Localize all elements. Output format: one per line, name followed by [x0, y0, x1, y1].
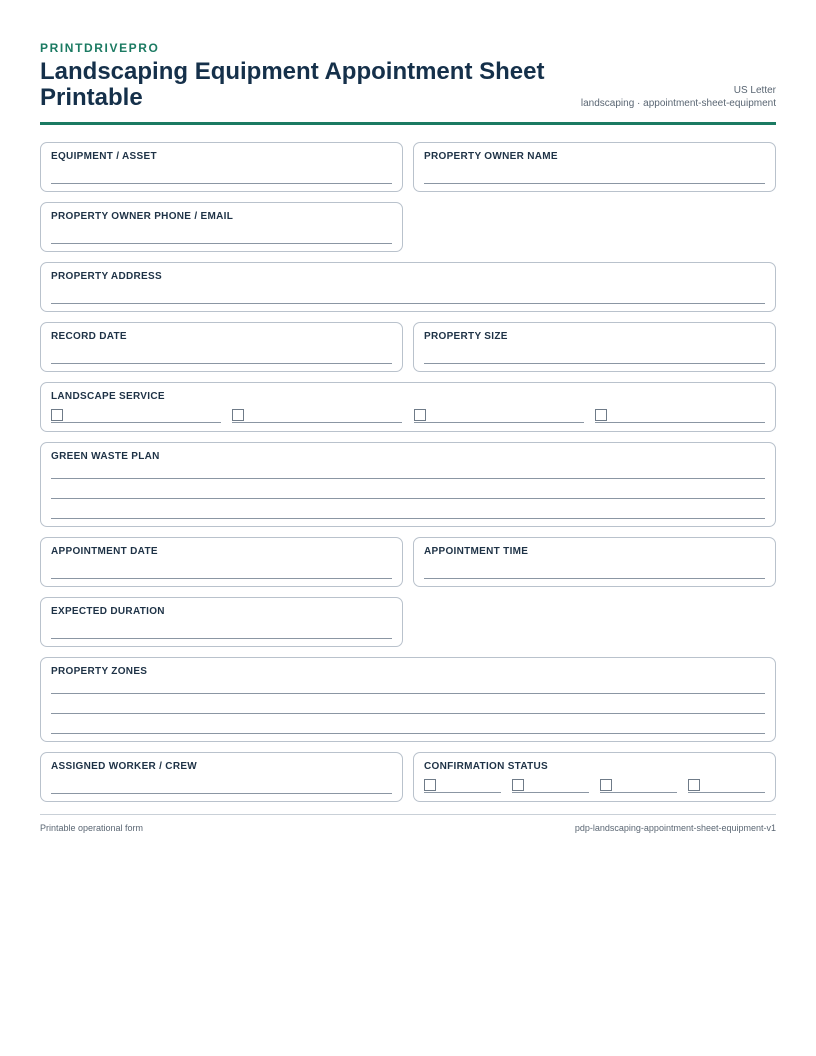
appointment-time-line[interactable] [424, 578, 765, 579]
record-date-field[interactable] [40, 322, 403, 372]
landscape-service-option-2[interactable] [232, 409, 402, 423]
brand-name: PRINTDRIVEPRO [40, 41, 160, 55]
footer-form-id: pdp-landscaping-appointment-sheet-equipment-v1 [574, 823, 776, 833]
footer-left-text: Printable operational form [40, 823, 144, 833]
option-line[interactable] [595, 422, 765, 423]
confirmation-status-field [413, 752, 776, 802]
appointment-time-label: APPOINTMENT TIME [424, 546, 529, 557]
checkbox-icon[interactable] [424, 779, 436, 791]
appointment-date-label: APPOINTMENT DATE [51, 546, 158, 557]
green-waste-plan-label: GREEN WASTE PLAN [51, 451, 160, 462]
property-size-label: PROPERTY SIZE [424, 331, 508, 342]
header-divider [40, 122, 776, 125]
expected-duration-field[interactable] [40, 597, 403, 647]
expected-duration-line[interactable] [51, 638, 392, 639]
appointment-date-field[interactable] [40, 537, 403, 587]
confirmation-status-option-3[interactable] [600, 779, 677, 793]
equipment-asset-line[interactable] [51, 183, 392, 184]
paper-size: US Letter [733, 85, 776, 96]
owner-name-field[interactable] [413, 142, 776, 192]
expected-duration-label: EXPECTED DURATION [51, 606, 165, 617]
property-address-field[interactable] [40, 262, 776, 312]
property-zones-field[interactable] [40, 657, 776, 742]
confirmation-status-option-1[interactable] [424, 779, 501, 793]
checkbox-icon[interactable] [232, 409, 244, 421]
checkbox-icon[interactable] [512, 779, 524, 791]
option-line[interactable] [414, 422, 584, 423]
confirmation-status-label: CONFIRMATION STATUS [424, 761, 549, 772]
landscape-service-option-3[interactable] [414, 409, 584, 423]
owner-contact-label: PROPERTY OWNER PHONE / EMAIL [51, 211, 234, 222]
appointment-time-field[interactable] [413, 537, 776, 587]
assigned-crew-field[interactable] [40, 752, 403, 802]
green-waste-plan-line-3[interactable] [51, 518, 765, 519]
property-zones-line-2[interactable] [51, 713, 765, 714]
landscape-service-option-1[interactable] [51, 409, 221, 423]
owner-contact-line[interactable] [51, 243, 392, 244]
record-date-line[interactable] [51, 363, 392, 364]
property-zones-label: PROPERTY ZONES [51, 666, 148, 677]
page-title: Landscaping Equipment Appointment Sheet Printable [40, 58, 545, 111]
checkbox-icon[interactable] [414, 409, 426, 421]
option-line[interactable] [600, 792, 677, 793]
assigned-crew-label: ASSIGNED WORKER / CREW [51, 761, 198, 772]
checkbox-icon[interactable] [600, 779, 612, 791]
option-line[interactable] [232, 422, 402, 423]
confirmation-status-option-2[interactable] [512, 779, 589, 793]
option-line[interactable] [688, 792, 765, 793]
landscape-service-field [40, 382, 776, 432]
property-size-line[interactable] [424, 363, 765, 364]
property-address-line[interactable] [51, 303, 765, 304]
footer-divider [40, 814, 776, 815]
owner-contact-field[interactable] [40, 202, 403, 252]
green-waste-plan-line-1[interactable] [51, 478, 765, 479]
property-zones-line-3[interactable] [51, 733, 765, 734]
equipment-asset-label: EQUIPMENT / ASSET [51, 151, 157, 162]
equipment-asset-field[interactable] [40, 142, 403, 192]
checkbox-icon[interactable] [688, 779, 700, 791]
green-waste-plan-line-2[interactable] [51, 498, 765, 499]
green-waste-plan-field[interactable] [40, 442, 776, 527]
appointment-date-line[interactable] [51, 578, 392, 579]
property-address-label: PROPERTY ADDRESS [51, 271, 162, 282]
confirmation-status-option-4[interactable] [688, 779, 765, 793]
property-size-field[interactable] [413, 322, 776, 372]
landscape-service-option-4[interactable] [595, 409, 765, 423]
record-date-label: RECORD DATE [51, 331, 127, 342]
option-line[interactable] [512, 792, 589, 793]
option-line[interactable] [424, 792, 501, 793]
property-zones-line-1[interactable] [51, 693, 765, 694]
owner-name-label: PROPERTY OWNER NAME [424, 151, 558, 162]
owner-name-line[interactable] [424, 183, 765, 184]
landscape-service-label: LANDSCAPE SERVICE [51, 391, 165, 402]
option-line[interactable] [51, 422, 221, 423]
document-tags: landscaping · appointment-sheet-equipment [580, 98, 776, 109]
document-meta [581, 84, 776, 110]
checkbox-icon[interactable] [51, 409, 63, 421]
assigned-crew-line[interactable] [51, 793, 392, 794]
checkbox-icon[interactable] [595, 409, 607, 421]
